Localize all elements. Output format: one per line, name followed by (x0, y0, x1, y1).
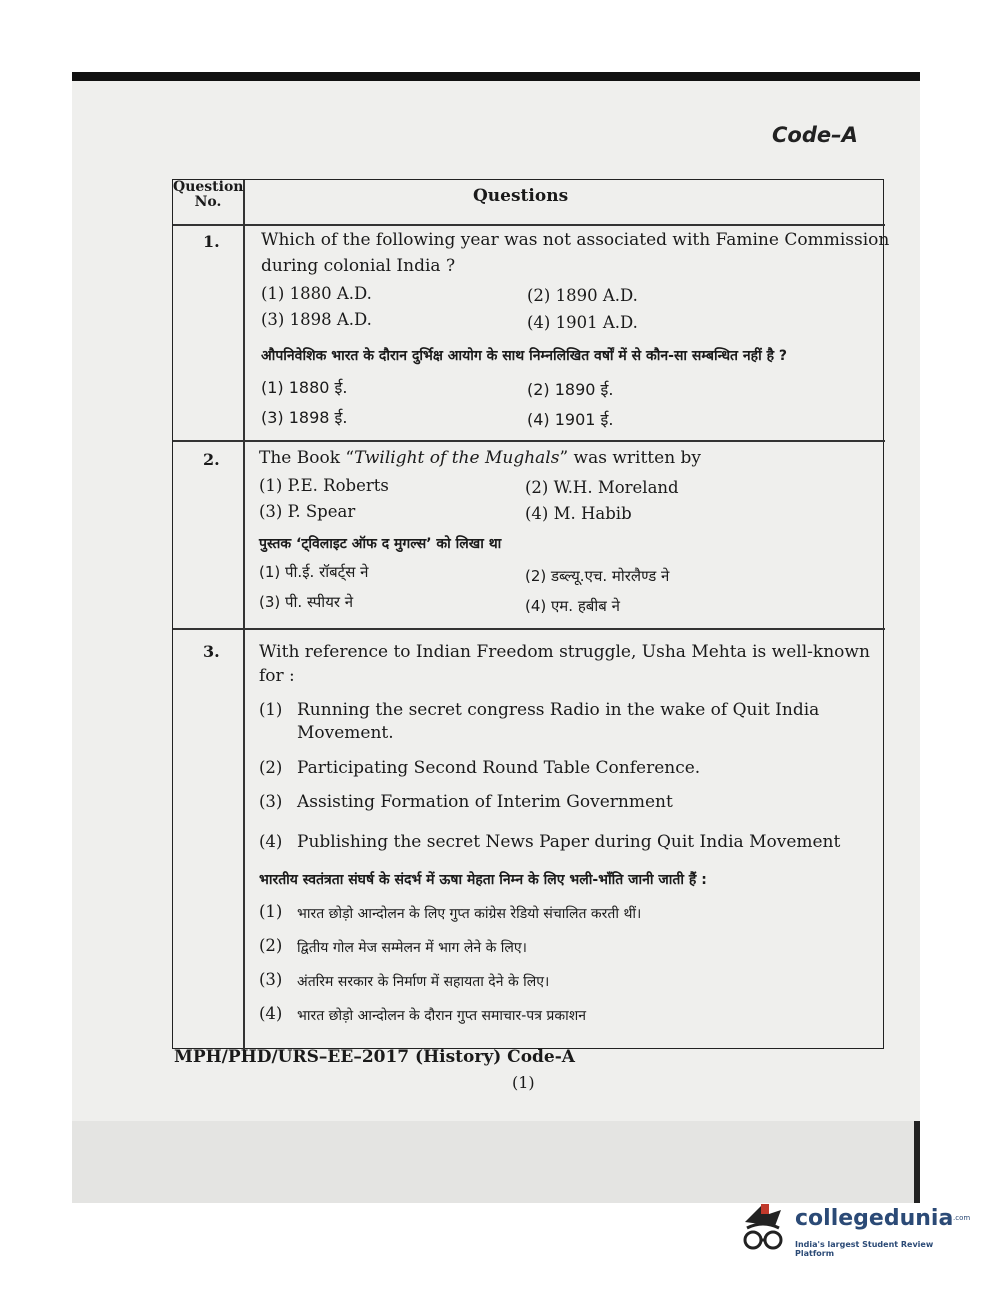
question-2-option-4: (4) M. Habib (525, 504, 632, 523)
question-3-option-2: Participating Second Round Table Conference. (297, 758, 701, 778)
question-3-hi-option-4-number: (4) (259, 1004, 283, 1023)
question-3-hi-option-2-number: (2) (259, 936, 283, 955)
question-3-text-en-1: With reference to Indian Freedom struggle, Usha Mehta is well-known (259, 642, 870, 662)
header-questions: Questions (473, 186, 569, 206)
question-3-text-hi: भारतीय स्वतंत्रता संघर्ष के संदर्भ में ऊषा मेहता निम्न के लिए भली-भाँति जानी जाती हैं : (259, 872, 707, 888)
question-3-hi-option-3-number: (3) (259, 970, 283, 989)
brand-domain-suffix: .com (953, 1214, 971, 1222)
page-number: (1) (512, 1073, 535, 1092)
question-3-hi-option-1: भारत छोड़ो आन्दोलन के लिए गुप्त कांग्रेस रेडियो संचालित करती थीं। (297, 906, 642, 922)
question-1-option-1: (1) 1880 A.D. (261, 284, 372, 303)
question-2-text-hi: पुस्तक ‘ट्विलाइट ऑफ द मुगल्स’ को लिखा था (259, 536, 502, 552)
scan-edge (914, 1121, 920, 1203)
question-1-hi-option-4: (4) 1901 ई. (527, 410, 614, 429)
question-2-option-3: (3) P. Spear (259, 502, 356, 521)
collegedunia-watermark (735, 1200, 971, 1260)
question-1-option-4: (4) 1901 A.D. (527, 313, 638, 332)
question-table (172, 179, 890, 1049)
question-2-hi-option-4: (4) एम. हबीब ने (525, 597, 620, 615)
question-1-hi-option-3: (3) 1898 ई. (261, 408, 348, 427)
question-1-number: 1. (203, 232, 220, 251)
question-2-hi-option-2: (2) डब्ल्यू.एच. मोरलैण्ड ने (525, 567, 670, 585)
question-2-hi-option-1: (1) पी.ई. रॉबर्ट्स ने (259, 563, 369, 581)
question-3-option-1-line-1: Running the secret congress Radio in the wake of Quit India (297, 700, 820, 720)
scanned-page (72, 72, 920, 1194)
question-1-text-hi: औपनिवेशिक भारत के दौरान दुर्भिक्ष आयोग के साथ निम्नलिखित वर्षों में से कौन-सा सम्बन्धित नहीं है ? (261, 348, 788, 364)
question-3-option-1-line-2: Movement. (297, 723, 394, 743)
question-3-option-1-number: (1) (259, 700, 283, 719)
brand-tagline: India's largest Student Review Platform (795, 1240, 934, 1258)
question-1-hi-option-1: (1) 1880 ई. (261, 378, 348, 397)
question-2-number: 2. (203, 450, 220, 469)
header-question-no: Question No. (173, 179, 244, 210)
scan-bottom-band (72, 1121, 920, 1203)
question-1-text-en-2: during colonial India ? (261, 256, 456, 276)
question-2-option-1: (1) P.E. Roberts (259, 476, 389, 495)
question-3-hi-option-1-number: (1) (259, 902, 283, 921)
question-3-number: 3. (203, 642, 220, 661)
question-3-option-3: Assisting Formation of Interim Government (297, 792, 673, 812)
question-3-hi-option-4: भारत छोड़ो आन्दोलन के दौरान गुप्त समाचार-पत्र प्रकाशन (297, 1008, 587, 1024)
question-2-option-2: (2) W.H. Moreland (525, 478, 679, 497)
question-3-option-3-number: (3) (259, 792, 283, 811)
question-3-option-2-number: (2) (259, 758, 283, 777)
question-1-hi-option-2: (2) 1890 ई. (527, 380, 614, 399)
question-3-option-4: Publishing the secret News Paper during Quit India Movement (297, 832, 841, 852)
question-3-option-4-number: (4) (259, 832, 283, 851)
question-3-text-en-2: for : (259, 666, 295, 686)
question-1-text-en-1: Which of the following year was not associated with Famine Commission (261, 230, 890, 250)
paper-code-label: Code–A (772, 123, 858, 147)
question-3-hi-option-2: द्वितीय गोल मेज सम्मेलन में भाग लेने के लिए। (297, 940, 527, 956)
question-3-hi-option-3: अंतरिम सरकार के निर्माण में सहायता देने के लिए। (297, 974, 550, 990)
question-2-hi-option-3: (3) पी. स्पीयर ने (259, 593, 354, 611)
brand-name: collegedunia (795, 1206, 954, 1231)
question-2-text-en: The Book “Twilight of the Mughals” was written by (259, 448, 702, 468)
question-1-option-2: (2) 1890 A.D. (527, 286, 638, 305)
paper-footer-code: MPH/PHD/URS–EE–2017 (History) Code-A (174, 1047, 575, 1067)
mascot-icon (735, 1200, 793, 1258)
question-1-option-3: (3) 1898 A.D. (261, 310, 372, 329)
